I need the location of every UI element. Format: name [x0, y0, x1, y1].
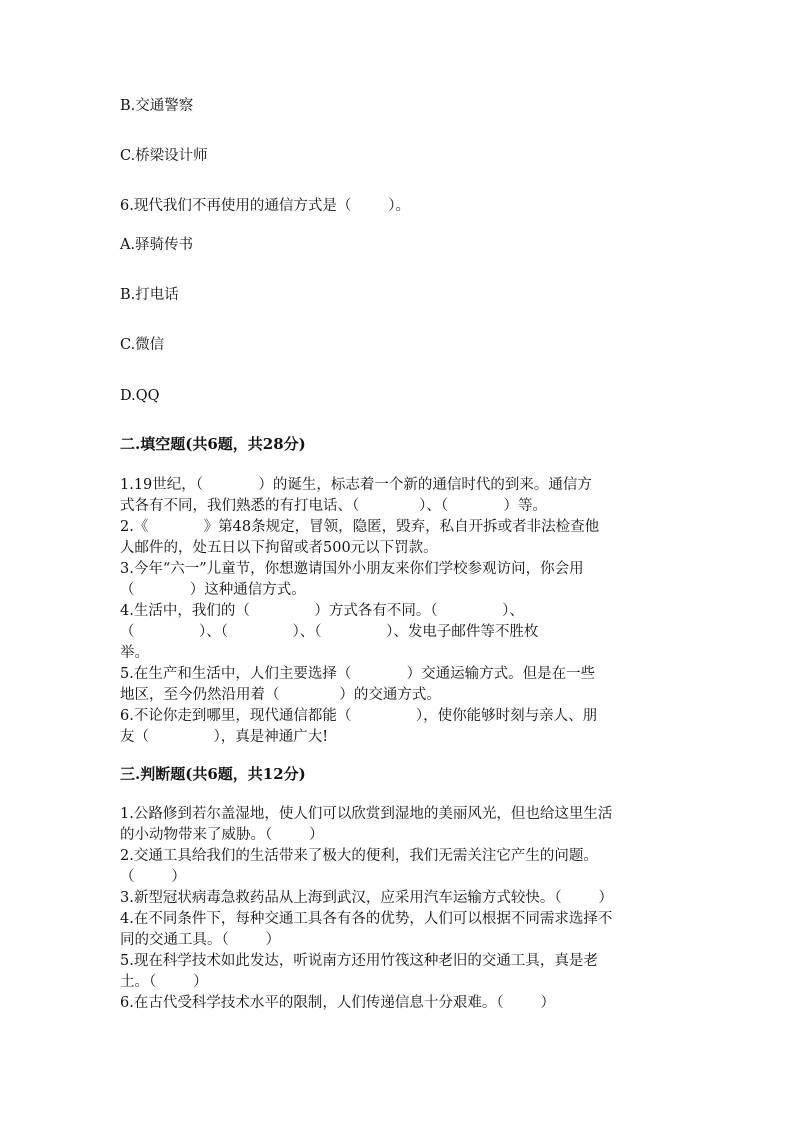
- fill-line: 地区，至今仍然沿用着（ ）的交通方式。: [120, 687, 441, 703]
- fill-line: 举。: [120, 645, 149, 661]
- option-c-bridge-designer: C.桥梁设计师: [120, 148, 208, 164]
- fill-line: 6.不论你走到哪里，现代通信都能（ ），使你能够时刻与亲人、朋: [120, 708, 598, 724]
- judge-line: 土。（ ）: [120, 974, 208, 990]
- q6-option-b: B.打电话: [120, 287, 179, 303]
- judge-line: 6.在古代受科学技术水平的限制，人们传递信息十分艰难。（ ）: [120, 995, 555, 1011]
- judge-line: 2.交通工具给我们的生活带来了极大的便利，我们无需关注它产生的问题。: [120, 848, 598, 864]
- judge-line: 4.在不同条件下，每种交通工具各有各的优势，人们可以根据不同需求选择不: [120, 911, 613, 927]
- judge-line: 同的交通工具。（ ）: [120, 932, 281, 948]
- fill-line: 4.生活中，我们的（ ）方式各有不同。（ ）、: [120, 603, 524, 619]
- judge-line: 3.新型冠状病毒急救药品从上海到武汉，应采用汽车运输方式较快。（ ）: [120, 890, 613, 906]
- fill-line: 3.今年“六一”儿童节，你想邀请国外小朋友来你们学校参观访问，你会用: [120, 561, 584, 577]
- q6-option-a: A.驿骑传书: [120, 237, 194, 253]
- fill-line: （ ）、（ ）、（ ）、发电子邮件等不胜枚: [120, 624, 539, 640]
- q6-option-c: C.微信: [120, 337, 165, 353]
- section-fill-in-title: 二.填空题(共6题，共28分): [120, 435, 306, 453]
- judge-line: 5.现在科学技术如此发达，听说南方还用竹筏这种老旧的交通工具，真是老: [120, 953, 598, 969]
- section-true-false-title: 三.判断题(共6题，共12分): [120, 765, 306, 783]
- q6-option-d: D.QQ: [120, 388, 160, 404]
- judge-line: 1.公路修到若尔盖湿地，使人们可以欣赏到湿地的美丽风光，但也给这里生活: [120, 806, 613, 822]
- fill-line: 1.19世纪，（ ）的诞生，标志着一个新的通信时代的到来。通信方: [120, 477, 592, 493]
- judge-line: 的小动物带来了威胁。（ ）: [120, 827, 324, 843]
- judge-line: （ ）: [120, 869, 186, 885]
- question-6-stem: 6.现代我们不再使用的通信方式是（ ）。: [120, 198, 410, 214]
- fill-line: 友（ ），真是神通广大!: [120, 729, 329, 745]
- fill-line: 式各有不同，我们熟悉的有打电话、（ ）、（ ）等。: [120, 498, 547, 514]
- fill-line: 5.在生产和生活中，人们主要选择（ ）交通运输方式。但是在一些: [120, 666, 596, 682]
- option-b-traffic-police: B.交通警察: [120, 98, 194, 114]
- fill-line: 人邮件的，处五日以下拘留或者500元以下罚款。: [120, 540, 438, 556]
- fill-line: 2.《 》第48条规定，冒领，隐匿，毁弃，私自开拆或者非法检查他: [120, 519, 600, 535]
- fill-line: （ ）这种通信方式。: [120, 582, 306, 598]
